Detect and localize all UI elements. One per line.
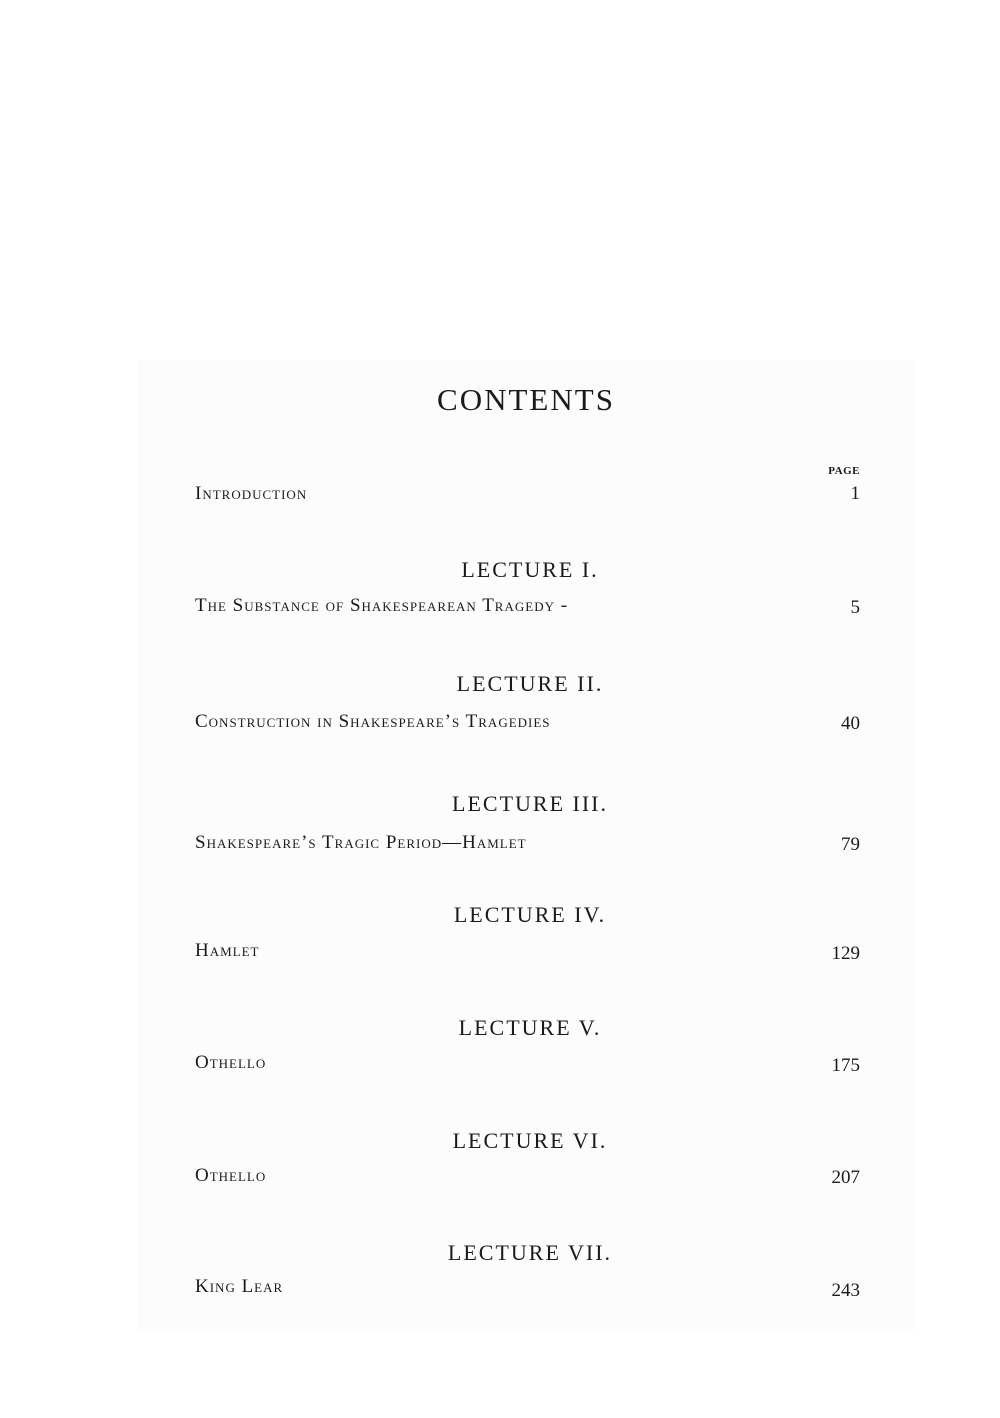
toc-entry-title-6[interactable]: Othello (195, 1165, 267, 1186)
toc-entry-page-2: 40 (841, 713, 860, 734)
toc-entry-title-7[interactable]: King Lear (195, 1276, 284, 1297)
toc-entry-introduction-page: 1 (850, 483, 860, 504)
lecture-heading-7: LECTURE VII. (447, 1240, 613, 1265)
toc-entry-page-6: 207 (831, 1167, 860, 1188)
lecture-heading-5: LECTURE V. (458, 1015, 602, 1040)
lecture-heading-1: LECTURE I. (461, 557, 599, 582)
page-title: CONTENTS (437, 382, 615, 417)
lecture-heading-2: LECTURE II. (456, 671, 604, 696)
toc-entry-page-3: 79 (841, 834, 860, 855)
toc-entry-title-3[interactable]: Shakespeare’s Tragic Period—Hamlet (195, 832, 527, 853)
toc-entry-page-5: 175 (831, 1055, 860, 1076)
toc-entry-title-4[interactable]: Hamlet (195, 940, 260, 961)
toc-entry-introduction-title[interactable]: Introduction (195, 483, 308, 504)
toc-entry-page-1: 5 (850, 597, 860, 618)
page-column-label: PAGE (828, 465, 860, 477)
lecture-heading-4: LECTURE IV. (453, 902, 607, 927)
lecture-heading-3: LECTURE III. (452, 791, 608, 816)
toc-entry-title-1[interactable]: The Substance of Shakespearean Tragedy - (195, 595, 569, 616)
lecture-heading-6: LECTURE VI. (452, 1128, 608, 1153)
toc-entry-page-4: 129 (831, 943, 860, 964)
toc-entry-title-5[interactable]: Othello (195, 1052, 267, 1073)
toc-entry-title-2[interactable]: Construction in Shakespeare’s Tragedies (195, 711, 551, 732)
toc-entry-page-7: 243 (831, 1280, 860, 1301)
